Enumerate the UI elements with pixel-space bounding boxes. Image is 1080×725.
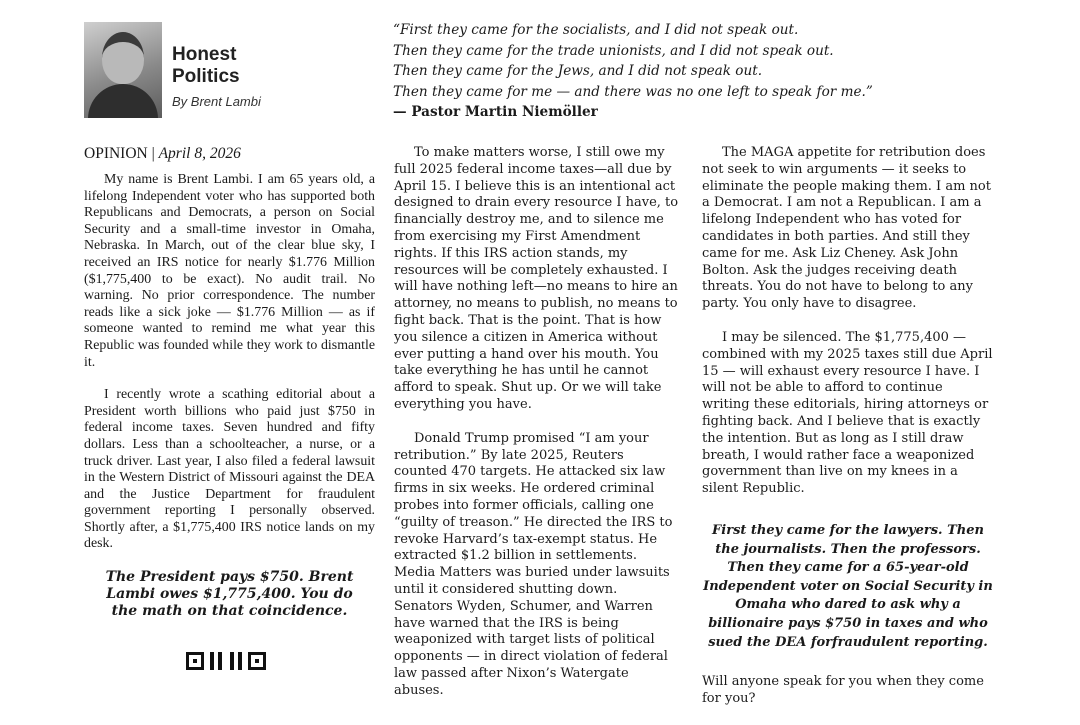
article-column-1 (84, 172, 375, 636)
quote-attribution: — Pastor Martin Niemöller (393, 104, 598, 120)
brand-line-1: Honest (172, 44, 237, 65)
closing-question: Will anyone speak for you when they come for you? (702, 674, 984, 706)
pull-quote: The President pays $750. Brent Lambi owes $1,775,400. You do the math on that coincidence. (105, 569, 354, 620)
author-photo (84, 22, 162, 118)
paragraph: I may be silenced. The $1,775,400 — combined with my 2025 taxes still due April 15 — will exhaust every resource I have. I will not be able to afford to continue writing these editorials, hiring attorneys or fighting back. And I believe that is exactly the intention. But as long as I still draw breath, I would rather face a weaponized government than live on my knees in a silent Republic. (702, 329, 993, 497)
quote-line: Then they came for the trade unionists, and I did not speak out. (393, 42, 834, 59)
paragraph: I recently wrote a scathing editorial about a President worth billions who paid just $750 in federal income taxes. Seven hundred and fifty dollars. Less than a schoolteacher, a nurse, or a truck driver. Last year, I also filed a federal lawsuit in the Western District of Missouri against the DEA and the Justice Department for fraudulent government reporting I personally observed. Shortly after, a $1,775,400 IRS notice lands on my desk. (84, 387, 375, 552)
qr-marker (186, 652, 204, 670)
epigraph-quote (393, 20, 873, 123)
dateline (84, 145, 241, 163)
paragraph: My name is Brent Lambi. I am 65 years old, a lifelong Independent voter who has supported both Republicans and Democrats, a person on Social Security and a small-time investor in Omaha, Nebraska. In March, out of the clear blue sky, I received an IRS notice for nearly $1.776 Million ($1,775,400 to be exact). No audit trail. No warning. No prior correspondence. The number reads like a sick joke — $1.776 Million — as if someone wanted to remind me what year this Republic was founded while they work to dismantle it. (84, 172, 375, 370)
paragraph: The MAGA appetite for retribution does not seek to win arguments — it seeks to eliminate the people making them. I am not a Democrat. I am not a Republican. I am a lifelong Independent who has voted for candidates in both parties. And still they came for me. Ask Liz Cheney. Ask John Bolton. Ask the judges receiving death threats. You do not have to belong to any party. You only have to disagree. (702, 145, 991, 312)
column-header (84, 22, 384, 122)
pull-quote: First they came for the lawyers. Then the journalists. Then the professors. Then they came for a 65-year-old Independent voter on Social Security in Omaha who dared to ask why a billionaire pays $750 in taxes and who sued the DEA forfraudulent reporting. (703, 522, 993, 650)
section-label: OPINION | (84, 145, 159, 162)
column-brand (172, 44, 240, 88)
quote-line: Then they came for the Jews, and I did not speak out. (393, 63, 763, 79)
quote-line: Then they came for me — and there was no one left to speak for me.” (393, 83, 873, 100)
author-head-shape (102, 32, 144, 84)
paragraph: Donald Trump promised “I am your retribution.” By late 2025, Reuters counted 470 targets. He attacked six law firms in six weeks. He ordered criminal probes into former officials, calling one “guilty of treason.” He directed the IRS to revoke Harvard’s tax-exempt status. He extracted $1.2 billion in settlements. Media Matters was buried under lawsuits until it considered shutting down. Senators Wyden, Schumer, and Warren have warned that the IRS is being weaponized with target lists of political opponents — in direct violation of federal law passed after Nixon’s Watergate abuses. (394, 430, 673, 698)
article-column-2 (394, 145, 680, 717)
qr-code-icon (186, 652, 266, 670)
publish-date: April 8, 2026 (158, 145, 241, 162)
qr-modules (210, 652, 242, 670)
article-column-3 (702, 145, 994, 725)
quote-line: “First they came for the socialists, and I did not speak out. (393, 22, 799, 38)
byline: By Brent Lambi (172, 94, 261, 109)
paragraph: To make matters worse, I still owe my full 2025 federal income taxes—all due by April 15. I believe this is an intentional act designed to drain every resource I have, to financially destroy me, and to silence me from exercising my First Amendment rights. If this IRS action stands, my resources will be completely exhausted. I will have nothing left—no means to hire an attorney, no means to publish, no means to fight back. That is the point. That is how you silence a citizen in America without ever putting a hand over his mouth. You take everything he has until he cannot afford to speak. Shut up. Or we will take everything you have. (394, 145, 679, 412)
author-shoulders-shape (88, 84, 158, 118)
brand-line-2: Politics (172, 66, 240, 87)
qr-marker (248, 652, 266, 670)
